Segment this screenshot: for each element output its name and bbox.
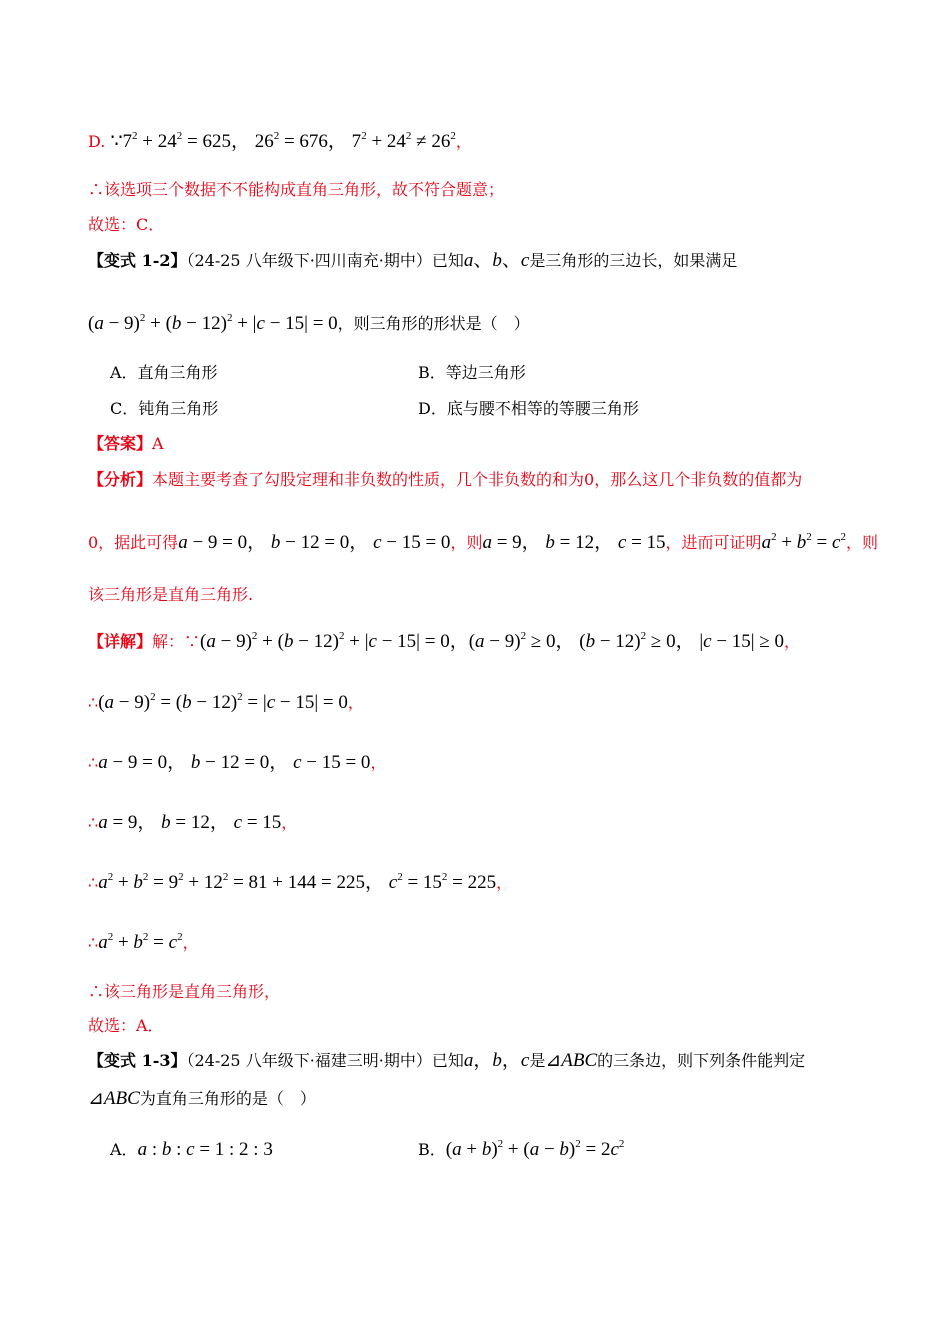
- analysis-line: 【分析】本题主要考查了勾股定理和非负数的性质，几个非负数的和为0，那么这几个非负数的值都为: [88, 470, 803, 489]
- variant-tag: 【变式 1-2】: [88, 251, 187, 270]
- v13-option-b[interactable]: B．$(a + b)^2 + (a - b)^2 = 2c^2$: [418, 1138, 625, 1160]
- variant-1-3-heading: 【变式 1-3】（24-25 八年级下·福建三明·期中）已知a，b，c是⊿ABC的三条边，则下列条件能判定: [88, 1050, 806, 1071]
- conclusion-line: ∴该选项三个数据不不能构成直角三角形，故不符合题意；: [88, 180, 505, 199]
- step-1: ∴(a − $9)^2 = (b - 12)^2 = |c - 15| = 0$，: [88, 691, 364, 713]
- answer-choice-c: 故选：C．: [88, 215, 165, 234]
- step-4: $\therefore a^2 + b^2 = 9^2 + 12^2 = 81 + 144 = 225$， $c^2 = 15^2 = 225$，: [88, 871, 513, 893]
- answer-line: 【答案】A: [88, 434, 164, 453]
- equation: $(a - 9)^2 + (b - 12)^2 + |c - 15| = 0$: [88, 312, 338, 334]
- option-d-math: $\because 7^2 + 24^2 = 625$， $26^2 = 676$， $7^2 + 24^2 \ne 26^2$: [110, 130, 456, 152]
- detail-line: 【详解】解：∵(a − $9)^2 + (b - 12)^2 + |c - 15| = 0$，$(a - 9)^2 \ge 0$， $(b - 12)^2 \ge 0$， |c − 15| ≥ 0，: [88, 630, 801, 652]
- question-stem: ，则三角形的形状是（ ）: [337, 314, 530, 333]
- analysis-line-3: 该三角形是直角三角形.: [88, 585, 254, 604]
- conclusion-2: ∴该三角形是直角三角形，: [88, 982, 281, 1001]
- variant-stem: 是三角形的三边长，如果满足: [529, 251, 738, 270]
- step-2: ∴a − 9 = 0， b − 12 = 0， c − 15 = 0，: [88, 752, 387, 773]
- option-c[interactable]: C．钝角三角形: [110, 399, 219, 418]
- option-d-label: D.: [88, 132, 106, 151]
- option-d[interactable]: D．底与腰不相等的等腰三角形: [418, 399, 639, 418]
- variant-1-2-equation: [88, 314, 530, 334]
- step-3: ∴a = 9， b = 12， c = 15，: [88, 812, 298, 833]
- option-a[interactable]: A．直角三角形: [110, 363, 218, 382]
- answer-choice-a: 故选：A．: [88, 1016, 164, 1035]
- variant-1-3-question: ⊿ABC为直角三角形的是（ ）: [88, 1088, 316, 1109]
- analysis-line-2: 0，据此可得a − 9 = 0， b − 12 = 0， c − 15 = 0，则a = 9， b = 12， c = 15，进而可证明$a^2 + b^2 = c^2$，则: [88, 531, 878, 553]
- option-b[interactable]: B．等边三角形: [418, 363, 526, 382]
- v13-option-a[interactable]: A．a : b : c = 1 : 2 : 3: [110, 1139, 273, 1160]
- variant-source: （24-25 八年级下·四川南充·期中）已知: [186, 251, 464, 270]
- step-5: $\therefore a^2 + b^2 = c^2$，: [88, 931, 199, 953]
- option-d-check: D. $\because 7^2 + 24^2 = 625$， $26^2 = 676$， $7^2 + 24^2 \ne 26^2$，: [88, 130, 472, 152]
- variant-1-2-heading: 【变式 1-2】（24-25 八年级下·四川南充·期中）已知a、b、c是三角形的三边长，如果满足: [88, 250, 738, 271]
